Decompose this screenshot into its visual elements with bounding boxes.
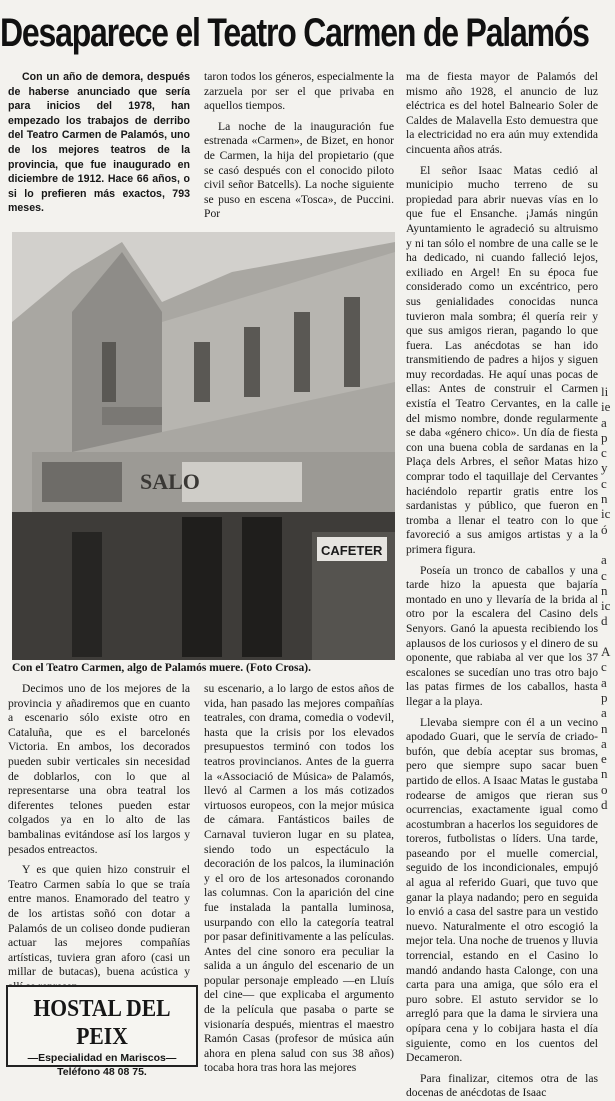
edge-letter: ic [601,598,611,614]
photo-sign-cafeteria: CAFETER [321,543,383,558]
edge-letter: c [601,475,607,491]
column-3 [406,70,598,1100]
photo-caption: Con el Teatro Carmen, algo de Palamós muere. (Foto Crosa). [12,662,311,674]
lead-paragraph: Con un año de demora, después de haberse anunciado que sería para inicios del 1978, han empezado los trabajos de derribo del Teatro Carmen de Palamós, uno de los mejores teatros de la provincia, que fue inaugurado en diciembre de 1912. Hace 66 años, o si lo prefieren más exactos, 793 meses. [8,71,190,215]
edge-letter: d [601,797,608,813]
edge-letter: ie [601,399,611,415]
advertisement-hostal [6,985,198,1078]
ad-phone: Teléfono 48 08 75. [57,1066,147,1078]
theater-photo [12,232,395,660]
edge-letter: c [601,445,607,461]
edge-letter: e [601,751,607,767]
paragraph: La noche de la inauguración fue estrenada «Carmen», de Bizet, en honor de Carmen, la hija del propietario (que se casó después con el conocido piloto civil señor Batcells). La noche siguiente se puso en escena «Tosca», de Puccini. Por [204,119,394,221]
edge-letter: o [601,781,608,797]
column-2-bottom [204,682,394,1078]
edge-letter: a [601,705,607,721]
edge-letter: n [601,582,608,598]
paragraph: Poseía un tronco de caballos y una tarde hizo la apuesta que bajaría montado en uno y llevaría de la brida al otro por la escalera del Casino dels Senyors. Ganó la apuesta recibiendo los aplausos de los curiosos y el dinero de su oponente, que rabiaba al ver que los 37 escalones se sucedían uno tras otro bajo las patas firmes de los caballos, hasta llegar a la playa. [406,563,598,708]
paragraph: taron todos los géneros, especialmente la zarzuela por ser el que privaba en aquellos tiempos. [204,70,394,113]
edge-letter: c [601,659,607,675]
edge-letter: a [601,414,607,430]
edge-letter: p [601,429,608,445]
ad-brand: HOSTAL DEL PEIX [33,996,171,1050]
edge-letter: ó [601,521,608,537]
edge-letter [601,537,615,552]
paragraph: su escenario, a lo largo de estos años de vida, han pasado las mejores compañías teatrales, con drama, comedia o vodevil, hasta que la crisis por los elevados presupuestos terminó con todos los teatros provincianos. Antes de la guerra la «Associació de Música» de Palamós, llevó al Carmen a los más cotizados virtuosos europeos, con la mejor música de cámara. Fantásticos bailes de Carnaval tuvieron lugar en su platea, siendo todo un espectáculo la decoración de los palcos, la iluminación y el oro de los artesonados coronando las columnas. Con la aparición del cine fue instalada la pantalla luminosa, usurpando con ello la categoría teatral por pasar definitivamente a las películas. Antes del cine sonoro era peculiar la salida a un ángulo del escenario de un popular personaje empleado —en Lluís del cine— que explicaba el argumento de la película que pasaba o parte se visionaría después, mientras el maestro Ramón Casas (profesor de música aún ahora en plena salud con sus 38 años) tocaba hora tras hora las mejores [204,682,394,1075]
edge-letter: a [601,735,607,751]
edge-letter: a [601,552,607,568]
edge-letter: d [601,613,608,629]
paragraph: ma de fiesta mayor de Palamós del mismo año 1928, el anuncio de luz eléctrica es del hotel Balneario Soler de Caldes de Malavella Esto demuestra que la electricidad no era aún muy extendida cincuenta años atrás. [406,70,598,156]
paragraph: El señor Isaac Matas cedió al municipio mucho terreno de su propiedad para abrir nuevas vías en lo que fue el Ensanche. ¡Jamás ningún Ayuntamiento le agradeció su altruismo y ni tan sólo el nombre de una calle se le ha dedicado, ni cuando falleció lejos, exiliado en Argel! En su época fue considerado como un excéntrico, pero sus genialidades conocidas nunca tuvieron mala sombra; él quería reir y que sus amigos rieran, pagando lo que fuera. Las anécdotas se han ido transmitiendo de padres a hijos y siguen muy recordadas. He aquí unas pocas de ellas: Antes de construir el Carmen existía el Teatro Cervantes, en la calle del mismo nombre, donde regularmente se daba «género chico». Un día de fiesta con una buena cobla de sardanas en la Plaça dels Arbres, el señor Matas hizo comprar todo el taquillaje del Cervantes haciéndolo repartir gratis entre los sardanistas y público, que fueron en tromba a llenar el teatro con lo que favoreció a sus amigos artistas y a la primera figura. [406,163,598,556]
edge-letter: A [601,644,611,660]
paragraph: Llevaba siempre con él a un vecino apodado Guari, que le servía de criado-bufón, que debía aceptar sus bromas, pero que siempre supo sacar buen partido de ellos. A Isaac Matas le gustaba rodearse de amigos que rieran sus ocurrencias, exactamente igual como acostumbran a hacerlos los seguidores de toreros, futbolistas o líders. Una tarde, paseando por el muelle comercial, seguido de los incondicionales, empujó al agua al referido Guari, que tuvo que ganar la playa nadando; pero en seguida lo envió a casa del sastre para un vestido nuevo. Naturalmente el otro escogió la mejor tela. Una noche de truenos y lluvia torrencial, estando en el Casino lo mandó andando hasta Calonge, con una carta para una amiga, que sólo era el puro sobre. El astuto servidor se lo arregló para que la dama le sirviera una opípara cena y lo cobijara hasta el día siguiente, como en los cuentos del Decameron. [406,715,598,1065]
edge-letter: n [601,491,608,507]
edge-letter: n [601,720,608,736]
edge-letter: y [601,460,608,476]
edge-letter: p [601,689,608,705]
edge-letter: n [601,766,608,782]
paragraph: Decimos uno de los mejores de la provincia y añadiremos que en cuanto a escenario sólo existe otro en Cataluña, que es el barcelonés Victoria. En ambos, los decorados pueden subir verticales sin necesidad de doblarlos, con lo que al representarse una obra teatral los diferentes telones pueden estar colgados ya en lo alto de las bambalinas evitándose así los largos y pesados entreactos. [8,682,190,856]
edge-letter [601,629,615,644]
photo-sign-salon: SALO [140,469,200,494]
column-2-top [204,70,394,230]
edge-letter: li [601,384,609,399]
headline: Desaparece el Teatro Carmen de Palamós [0,11,589,55]
edge-letter: c [601,567,607,583]
ad-specialty: —Especialidad en Mariscos— [27,1052,177,1064]
column-1-bottom [8,682,190,978]
paragraph: Para finalizar, citemos otra de las docenas de anécdotas de Isaac [406,1071,598,1100]
edge-letter: a [601,674,607,690]
column-1-top [8,70,190,230]
edge-letter: ic [601,506,611,522]
adjacent-column-fragment [601,384,615,813]
paragraph: Y es que quien hizo construir el Teatro Carmen sabía lo que se traía entre manos. Enamorado del teatro y de los artistas soñó con dotar a Palamós de un coliseo donde pudieran actuar las mejores compañías artísticas, tuviera gran aforo (casi un millar de butacas), buena acústica y [8,863,190,979]
